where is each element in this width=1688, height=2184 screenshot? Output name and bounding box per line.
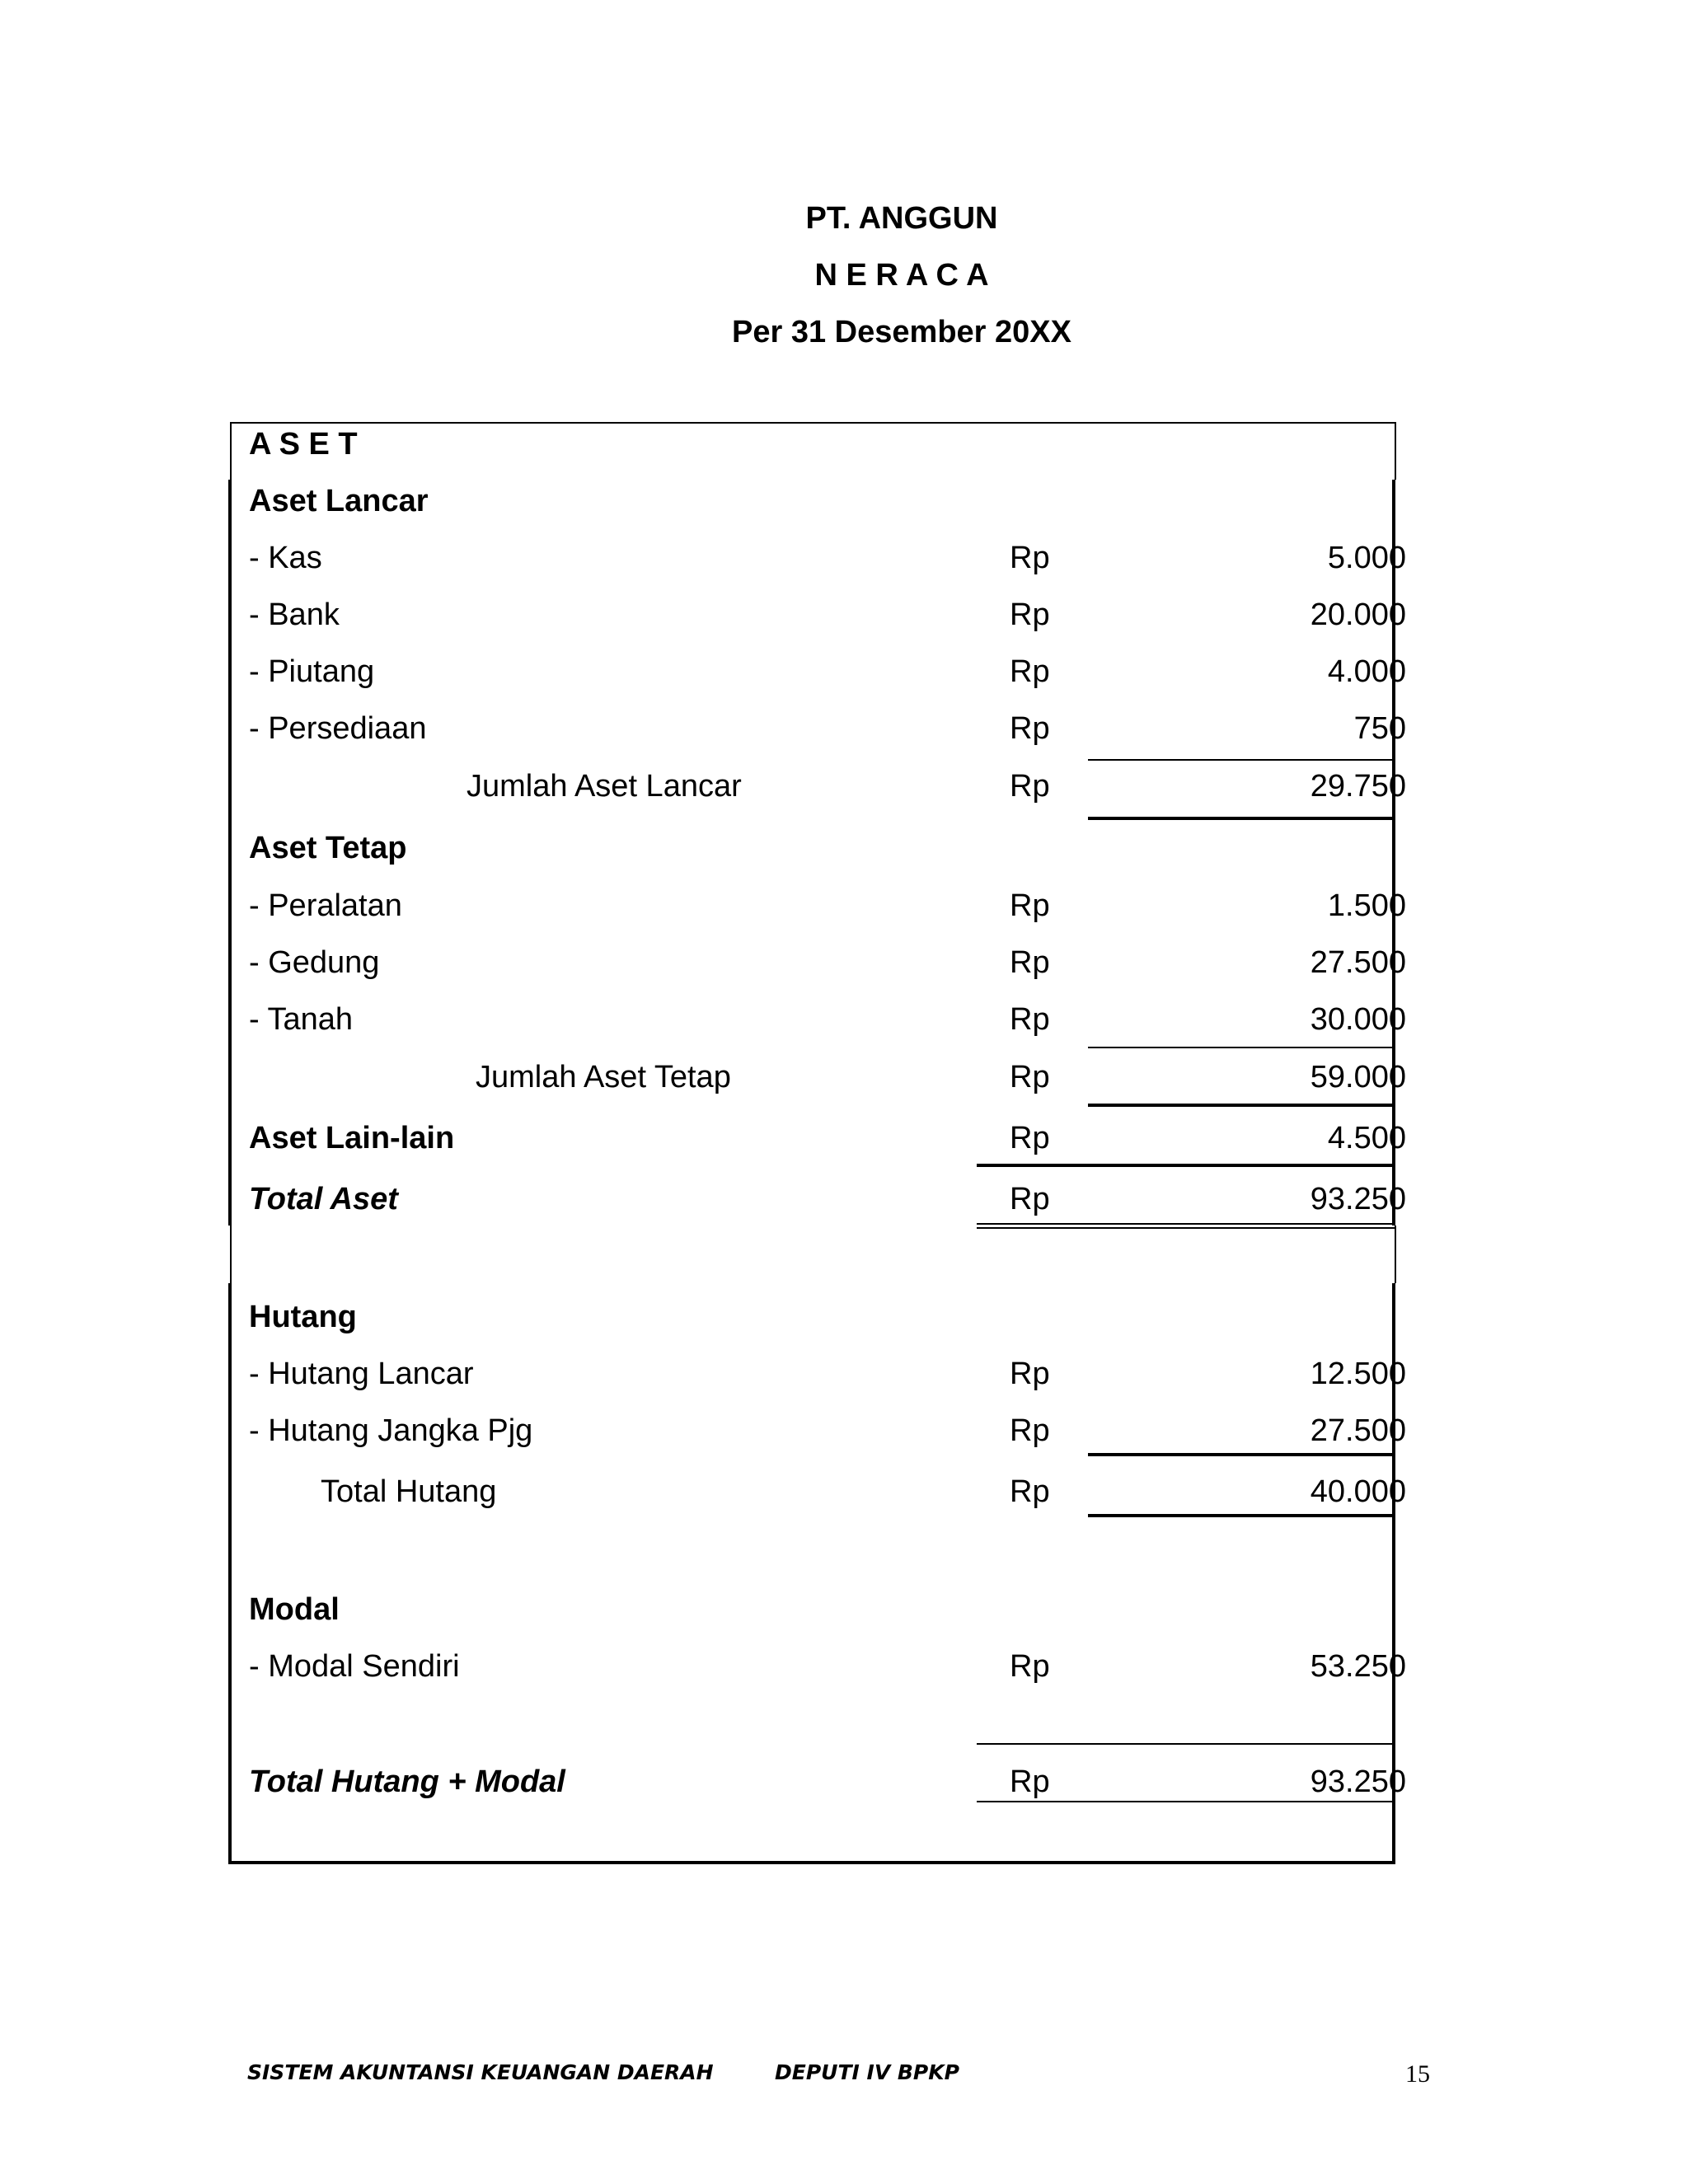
item-label: - Modal Sendiri: [249, 1649, 460, 1684]
modal-heading: Modal: [249, 1592, 340, 1627]
currency-label: Rp: [1010, 945, 1050, 980]
total-aset-value: 93.250: [1310, 1182, 1406, 1216]
currency-label: Rp: [1010, 1765, 1050, 1799]
item-label: - Persediaan: [249, 711, 427, 746]
footer-system-name: SISTEM AKUNTANSI KEUANGAN DAERAH: [247, 2060, 714, 2084]
item-label: - Tanah: [249, 1002, 354, 1037]
currency-label: Rp: [1010, 598, 1050, 632]
subtotal-label: Jumlah Aset Tetap: [476, 1060, 731, 1094]
aset-lain-label: Aset Lain-lain: [249, 1121, 455, 1155]
aset-lain-value: 4.500: [1327, 1121, 1406, 1155]
item-value: 30.000: [1310, 1002, 1406, 1037]
aset-lancar-heading: Aset Lancar: [249, 484, 429, 518]
item-label: - Piutang: [249, 654, 375, 689]
aset-tetap-heading: Aset Tetap: [249, 831, 407, 865]
statement-title: N E R A C A: [814, 258, 989, 293]
item-value: 27.500: [1310, 945, 1406, 980]
item-value: 5.000: [1327, 541, 1406, 575]
company-name: PT. ANGGUN: [805, 201, 998, 236]
item-value: 750: [1353, 711, 1406, 746]
hutang-heading: Hutang: [249, 1300, 357, 1334]
item-label: - Bank: [249, 598, 340, 632]
item-label: - Gedung: [249, 945, 380, 980]
currency-label: Rp: [1010, 1474, 1050, 1509]
subtotal-value: 29.750: [1310, 769, 1406, 804]
currency-label: Rp: [1010, 1121, 1050, 1155]
item-value: 53.250: [1310, 1649, 1406, 1684]
currency-label: Rp: [1010, 1182, 1050, 1216]
grand-total-value: 93.250: [1310, 1765, 1406, 1799]
statement-date: Per 31 Desember 20XX: [732, 315, 1071, 349]
total-aset-label: Total Aset: [249, 1182, 398, 1216]
subtotal-label: Jumlah Aset Lancar: [467, 769, 742, 804]
subtotal-label: Total Hutang: [321, 1474, 497, 1509]
currency-label: Rp: [1010, 1413, 1050, 1448]
currency-label: Rp: [1010, 769, 1050, 804]
item-label: - Peralatan: [249, 888, 402, 923]
item-label: - Hutang Lancar: [249, 1357, 474, 1391]
currency-label: Rp: [1010, 541, 1050, 575]
grand-total-label: Total Hutang + Modal: [249, 1765, 565, 1799]
item-value: 20.000: [1310, 598, 1406, 632]
currency-label: Rp: [1010, 1357, 1050, 1391]
item-value: 27.500: [1310, 1413, 1406, 1448]
subtotal-value: 59.000: [1310, 1060, 1406, 1094]
currency-label: Rp: [1010, 711, 1050, 746]
page-number: 15: [1405, 2060, 1430, 2088]
currency-label: Rp: [1010, 1649, 1050, 1684]
currency-label: Rp: [1010, 1002, 1050, 1037]
currency-label: Rp: [1010, 1060, 1050, 1094]
item-value: 12.500: [1310, 1357, 1406, 1391]
currency-label: Rp: [1010, 888, 1050, 923]
item-label: - Kas: [249, 541, 322, 575]
footer-department: DEPUTI IV BPKP: [775, 2060, 959, 2084]
item-label: - Hutang Jangka Pjg: [249, 1413, 533, 1448]
currency-label: Rp: [1010, 654, 1050, 689]
item-value: 1.500: [1327, 888, 1406, 923]
item-value: 4.000: [1327, 654, 1406, 689]
subtotal-value: 40.000: [1310, 1474, 1406, 1509]
aset-heading: A S E T: [249, 427, 358, 462]
